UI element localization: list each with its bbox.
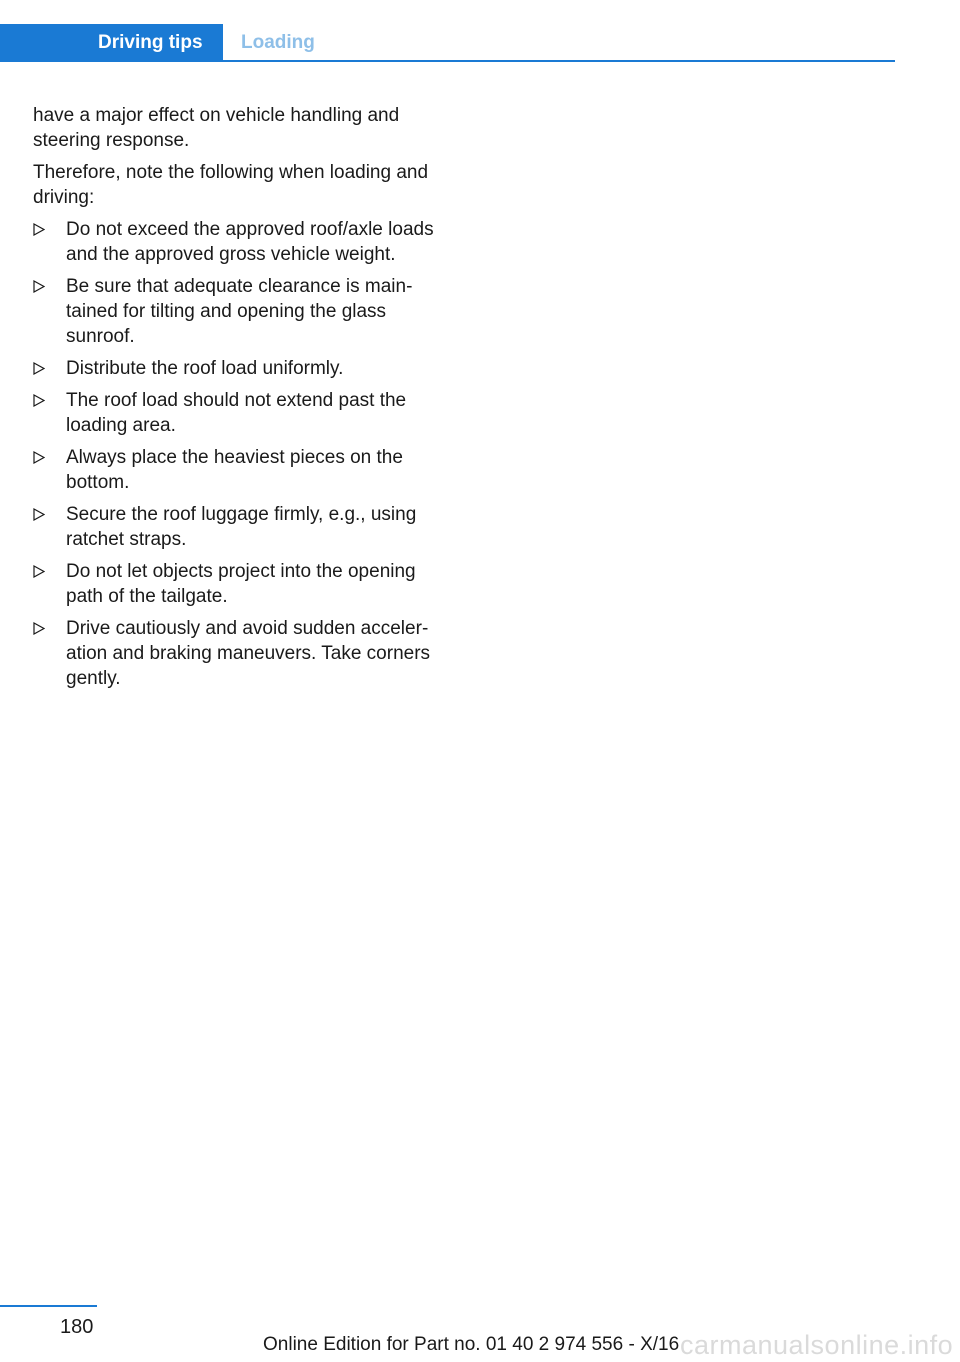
section-tab-driving-tips[interactable]: Driving tips (0, 24, 223, 61)
bullet-list (33, 217, 453, 691)
list-item-text: Always place the heaviest pieces on the bottom. (66, 447, 403, 493)
list-item-text: Do not exceed the approved roof/axle loads and the approved gross vehicle weight. (66, 219, 434, 265)
list-item-text: Secure the roof luggage firmly, e.g., using ratchet straps. (66, 504, 417, 550)
section-tab-loading[interactable]: Loading (241, 32, 315, 53)
list-item-text: Distribute the roof load uniformly. (66, 358, 344, 379)
paragraph: Therefore, note the following when loading and driving: (33, 162, 429, 208)
list-item-text: The roof load should not extend past the loading area. (66, 390, 407, 436)
page-number: 180 (60, 1316, 94, 1338)
triangle-right-icon (33, 445, 47, 470)
triangle-right-icon (33, 559, 47, 584)
triangle-right-icon (33, 388, 47, 413)
triangle-right-icon (33, 616, 47, 641)
page-header (0, 24, 895, 62)
list-item (33, 616, 453, 691)
header-divider (0, 60, 895, 62)
main-content (33, 103, 453, 698)
list-item (33, 274, 453, 349)
list-item (33, 559, 453, 609)
list-item (33, 502, 453, 552)
list-item (33, 388, 453, 438)
footer-divider (0, 1305, 97, 1307)
list-item (33, 217, 453, 267)
list-item (33, 445, 453, 495)
watermark: carmanualsonline.info (680, 1330, 954, 1360)
list-item (33, 356, 453, 381)
triangle-right-icon (33, 274, 47, 299)
triangle-right-icon (33, 217, 47, 242)
triangle-right-icon (33, 356, 47, 381)
list-item-text: Be sure that adequate clearance is maintained for tilting and opening the glass sunroof. (66, 276, 413, 347)
triangle-right-icon (33, 502, 47, 527)
paragraph: have a major effect on vehicle handling and steering response. (33, 105, 400, 151)
list-item-text: Do not let objects project into the opening path of the tailgate. (66, 561, 416, 607)
list-item-text: Drive cautiously and avoid sudden acceleration and braking maneuvers. Take corners gently. (66, 618, 431, 689)
edition-note: Online Edition for Part no. 01 40 2 974 556 - X/16 (263, 1334, 680, 1355)
